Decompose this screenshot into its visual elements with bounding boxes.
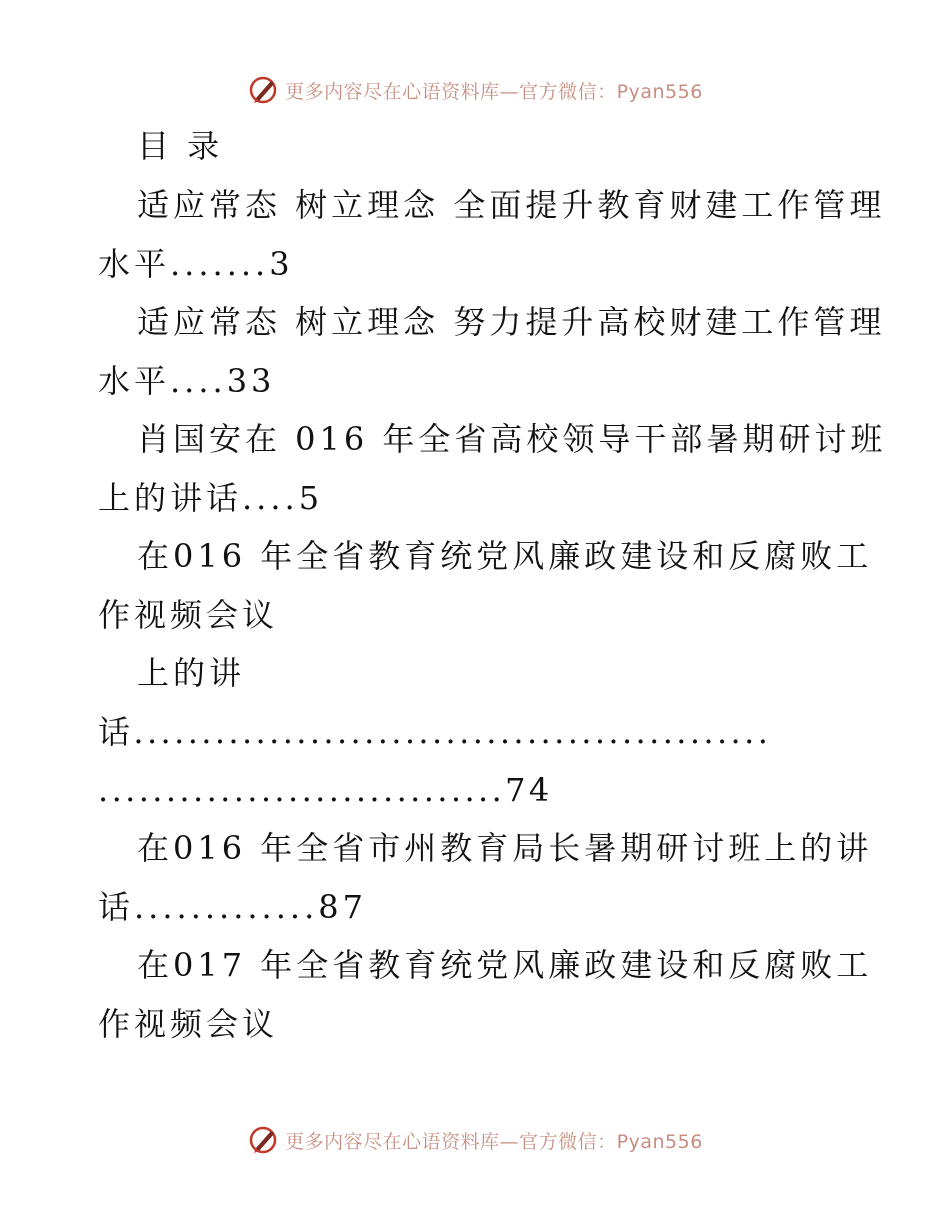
watermark-text [285, 77, 703, 104]
toc-line: 在017 年全省教育统党风廉政建设和反腐败工 [137, 946, 873, 984]
toc-line: 话.............87 [98, 888, 367, 926]
wechat-id: Pyan556 [616, 80, 703, 103]
toc-line: 作视频会议 [98, 1005, 279, 1043]
pen-circle-logo-icon [247, 1124, 279, 1156]
toc-heading: 目 录 [137, 127, 224, 165]
footer-watermark-banner [0, 1120, 950, 1160]
toc-line: 适应常态 树立理念 努力提升高校财建工作管理 [137, 303, 886, 341]
toc-line: 话............................................... [98, 713, 772, 751]
watermark-label: 更多内容尽在心语资料库—官方微信： [285, 1130, 617, 1153]
toc-line: 水平.......3 [98, 245, 294, 283]
toc-line: 上的讲 [137, 654, 246, 692]
toc-line: 适应常态 树立理念 全面提升教育财建工作管理 [137, 186, 886, 224]
toc-line: 肖国安在 016 年全省高校领导干部暑期研讨班 [137, 420, 887, 458]
toc-line: 水平....33 [98, 362, 276, 400]
watermark-label: 更多内容尽在心语资料库—官方微信： [285, 80, 617, 103]
toc-line: ..............................74 [98, 771, 553, 809]
toc-line: 在016 年全省教育统党风廉政建设和反腐败工 [137, 537, 873, 575]
watermark-text [285, 1127, 703, 1154]
toc-line: 上的讲话....5 [98, 479, 324, 517]
toc-line: 在016 年全省市州教育局长暑期研讨班上的讲 [137, 829, 873, 867]
wechat-id: Pyan556 [616, 1130, 703, 1153]
header-watermark-banner [0, 70, 950, 110]
toc-line: 作视频会议 [98, 596, 279, 634]
pen-circle-logo-icon [247, 74, 279, 106]
